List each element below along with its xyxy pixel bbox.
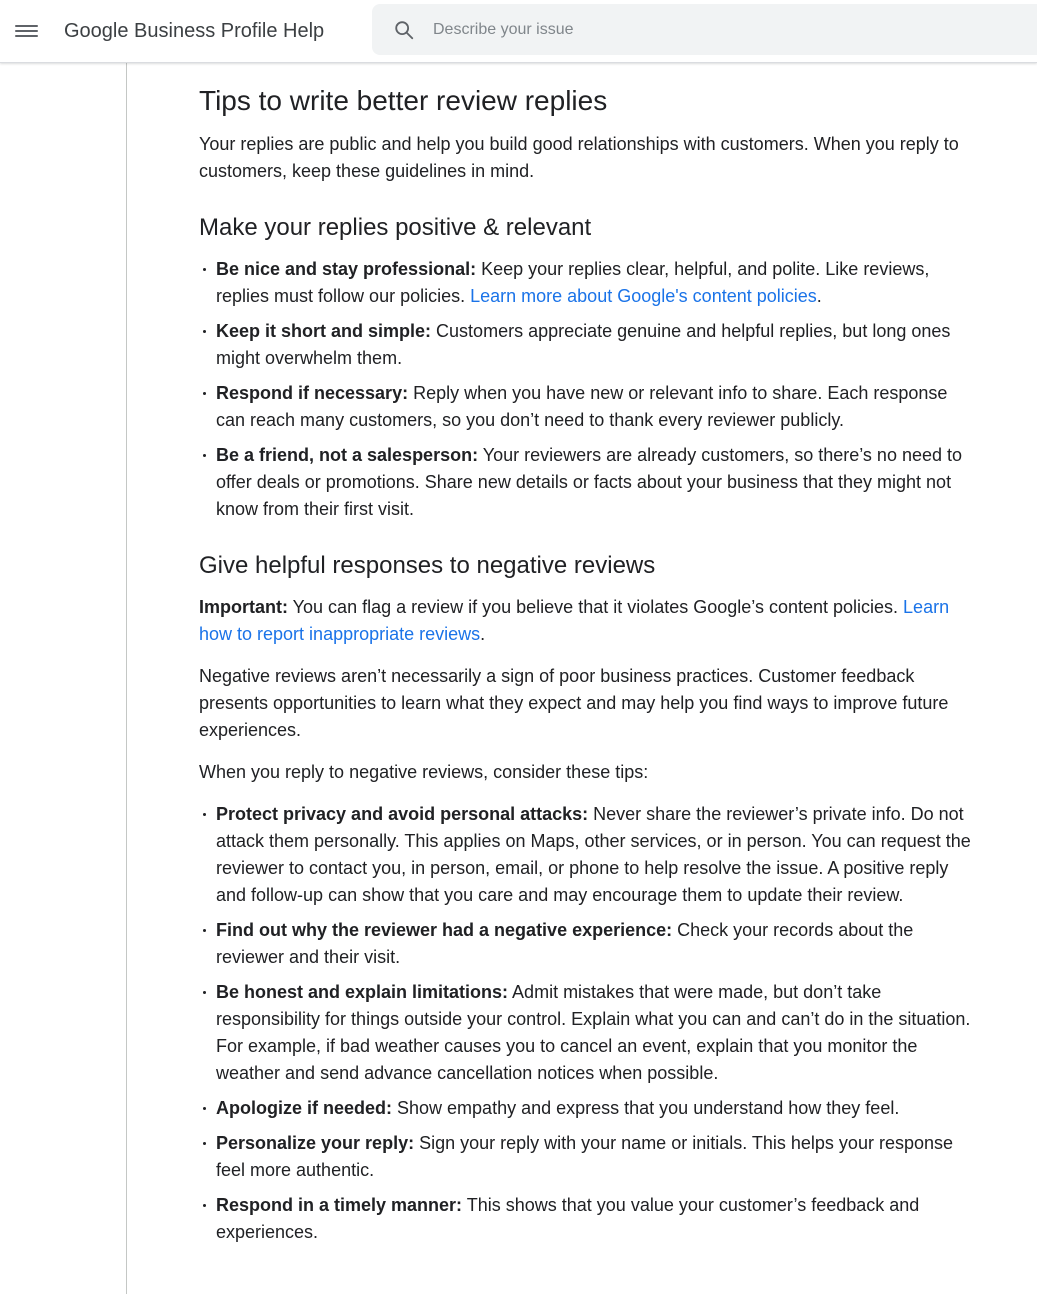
bullet-bold-label: Respond in a timely manner: [216,1195,463,1215]
bullet-text: Admit mistakes that were made, but don’t take responsibility for things outside your control. Explain what you can and can’t do in the situation. For example, if bad weather causes you to cancel an event, explain that you monitor the weather and send advance cancellation notices when possible. [216,982,971,1083]
menu-button[interactable] [2,7,50,55]
bullet-bold-label: Personalize your reply: [216,1133,415,1153]
list-item [199,917,975,971]
paragraph-negative-feedback: Negative reviews aren’t necessarily a sign of poor business practices. Customer feedback presents opportunities to learn what they expect and may help you find ways to improve future experiences. [199,666,949,740]
sidebar [0,63,127,1294]
paragraph-consider-tips: When you reply to negative reviews, consider these tips: [199,762,649,782]
tips-list-negative [199,801,975,1246]
intro-paragraph: Your replies are public and help you build good relationships with customers. When you reply to customers, keep these guidelines in mind. [199,134,959,181]
bullet-bold-label: Be honest and explain limitations: [216,982,509,1002]
bullet-bold-label: Respond if necessary: [216,383,409,403]
search-input[interactable] [431,4,1037,55]
list-item [199,801,975,909]
section-heading-positive-relevant: Make your replies positive & relevant [199,214,592,241]
bullet-text: Check your records about the reviewer and their visit. [216,920,914,967]
bullet-text: Never share the reviewer’s private info. Do not attack them personally. This applies on Maps, other services, or in person. You can request the reviewer to contact you, in person, email, or phone to help resolve the issue. A positive reply and follow-up can show that you care and may encourage them to update their review. [216,804,971,905]
search-box[interactable] [372,4,1037,55]
app-header [0,0,1037,63]
section-heading-negative-reviews: Give helpful responses to negative reviews [199,552,656,579]
bullet-text: This shows that you value your customer’s feedback and experiences. [216,1195,920,1242]
list-item [199,1095,975,1122]
list-item [199,1192,975,1246]
list-item [199,442,975,523]
bullet-bold-label: Find out why the reviewer had a negative experience: [216,920,673,940]
tips-list-positive [199,256,975,523]
important-text: . [480,624,486,644]
main-area [0,63,1037,1294]
bullet-text: Customers appreciate genuine and helpful replies, but long ones might overwhelm them. [216,321,951,368]
page-title: Tips to write better review replies [199,85,608,116]
bullet-text: Your reviewers are already customers, so there’s no need to offer deals or promotions. Share new details or facts about your business that they might not know from their first visit. [216,445,963,519]
list-item [199,318,975,372]
bullet-bold-label: Be a friend, not a salesperson: [216,445,479,465]
bullet-bold-label: Keep it short and simple: [216,321,432,341]
app-title[interactable]: Google Business Profile Help [64,19,325,42]
report-reviews-link[interactable]: Learn how to report inappropriate reviews [199,597,950,644]
content-policies-link[interactable]: Learn more about Google's content policies [470,286,817,306]
bullet-bold-label: Be nice and stay professional: [216,259,477,279]
bullet-text: Show empathy and express that you understand how they feel. [392,1098,900,1118]
bullet-text: Keep your replies clear, helpful, and polite. Like reviews, replies must follow our policies. [216,259,930,306]
bullet-text: Sign your reply with your name or initials. This helps your response feel more authentic. [216,1133,953,1180]
hamburger-icon [15,23,38,39]
bullet-bold-label: Protect privacy and avoid personal attacks: [216,804,589,824]
list-item [199,1130,975,1184]
important-note [199,594,975,648]
search-icon [393,19,415,41]
bullet-text: Reply when you have new or relevant info to share. Each response can reach many customers, so you don’t need to thank every reviewer publicly. [216,383,948,430]
list-item [199,256,975,310]
list-item [199,979,975,1087]
bullet-text: . [816,286,822,306]
important-text: You can flag a review if you believe that it violates Google’s content policies. [288,597,904,617]
article-content [127,63,975,1294]
list-item [199,380,975,434]
bullet-bold-label: Apologize if needed: [216,1098,393,1118]
important-label: Important: [199,597,288,617]
